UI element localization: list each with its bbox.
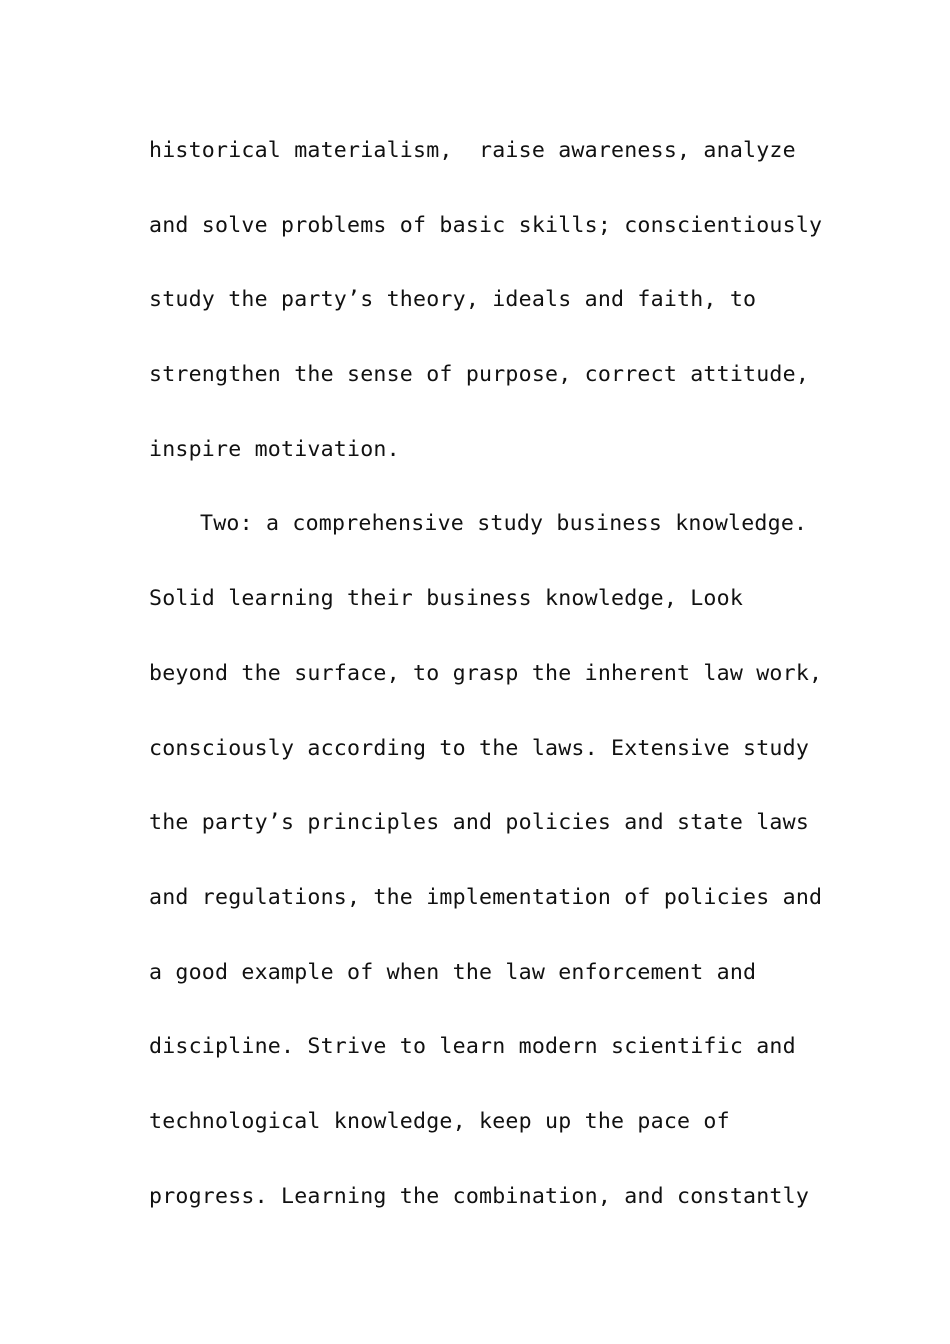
text-line: beyond the surface, to grasp the inherent law work,	[149, 660, 823, 686]
text-line: historical materialism, raise awareness, analyze	[149, 138, 796, 163]
text-line: inspire motivation.	[149, 436, 400, 462]
text-line: technological knowledge, keep up the pace of	[149, 1108, 730, 1134]
text-line: discipline. Strive to learn modern scientific and	[149, 1034, 796, 1060]
text-line: Solid learning their business knowledge, Look	[149, 586, 744, 612]
text-line: progress. Learning the combination, and constantly	[149, 1183, 810, 1209]
text-line: and regulations, the implementation of policies and	[149, 884, 823, 910]
document-body	[149, 114, 829, 1234]
text-line: consciously according to the laws. Extensive study	[149, 735, 810, 761]
text-line: study the party’s theory, ideals and faith, to	[149, 287, 757, 313]
text-line: strengthen the sense of purpose, correct attitude,	[149, 362, 810, 388]
paragraph-start-line: Two: a comprehensive study business knowledge.	[200, 511, 808, 537]
text-line: and solve problems of basic skills; conscientiously	[149, 212, 823, 238]
text-line: the party’s principles and policies and state laws	[149, 810, 810, 836]
text-line: a good example of when the law enforcement and	[149, 959, 757, 985]
